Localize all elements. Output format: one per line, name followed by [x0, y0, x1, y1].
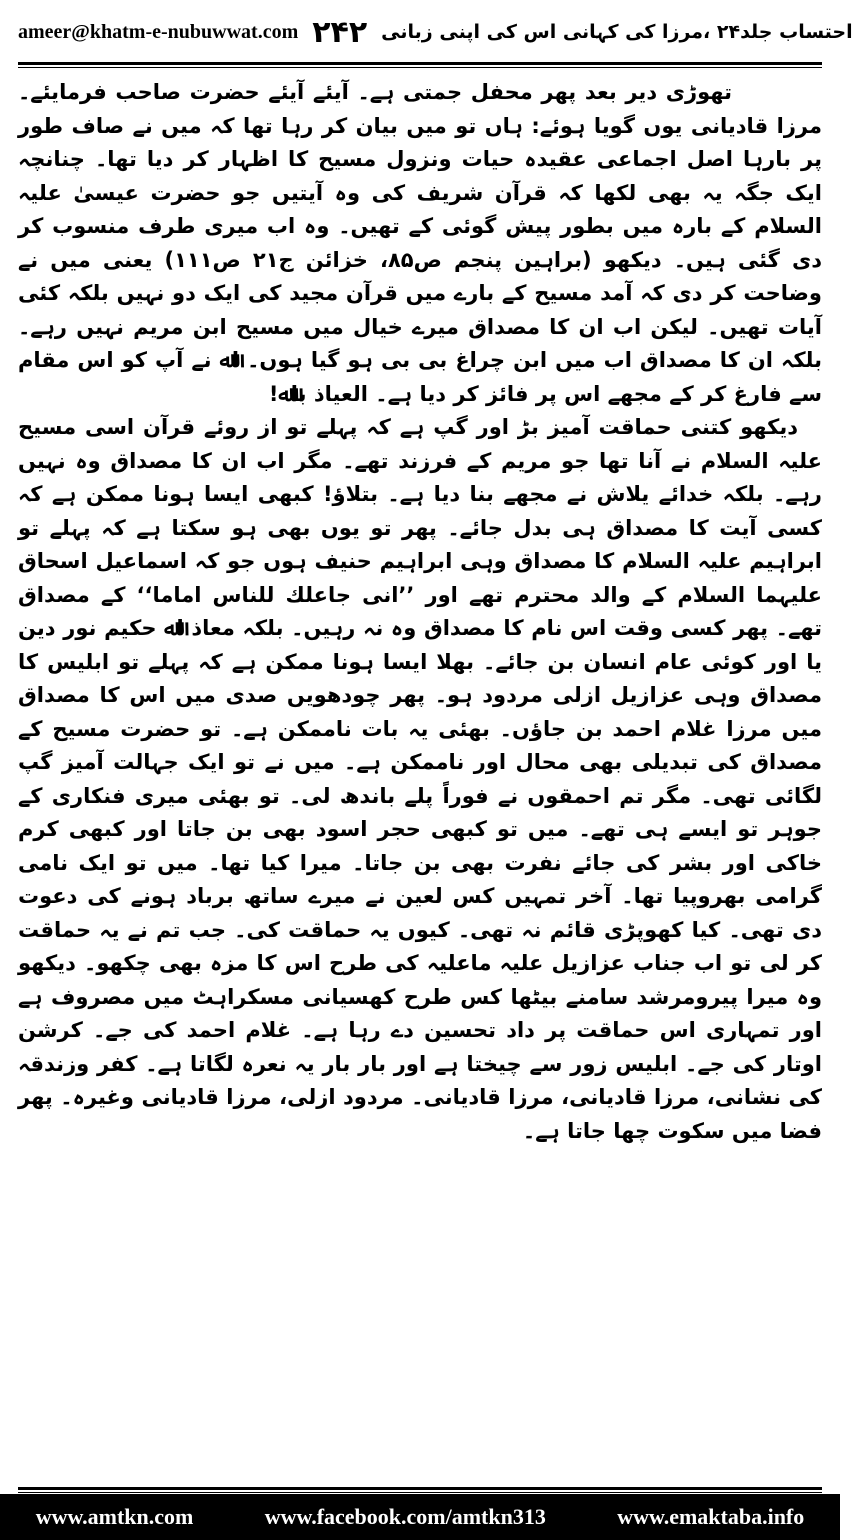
- page-body: [18, 76, 822, 1476]
- footer-link-emaktaba: www.emaktaba.info: [617, 1504, 805, 1529]
- paragraph: دیکھو کتنی حماقت آمیز بڑ اور گپ ہے کہ پہلے تو از روئے قرآن اسی مسیح علیہ السلام نے آنا تھا جو مریم کے فرزند تھے۔ مگر اب ان کا مصداق وہ نہیں رہے۔ بلکہ خدائے یلاش نے مجھے بنا دیا ہے۔ بتلاؤ! کبھی ایسا ہونا ممکن ہے کہ کسی آیت کا مصداق ہی بدل جائے۔ پھر تو یوں بھی ہو سکتا ہے کہ پہلے تو ابراہیم علیہ السلام کا مصداق وہی ابراہیم حنیف ہوں جو کہ اسماعیل اسحاق علیہما السلام کے والد محترم تھے اور ’’انی جاعلك للناس اماما‘‘ کے مصداق تھے۔ پھر کسی وقت اس نام کا مصداق وہ نہ رہیں۔ بلکہ معاذ اﷲ حکیم نور دین یا اور کوئی عام انسان بن جائے۔ بھلا ایسا ہونا ممکن ہے کہ پہلے تو ابلیس کا مصداق وہی عزازیل ازلی مردود ہو۔ پھر چودھویں صدی میں اس کا مصداق میں مرزا غلام احمد بن جاؤں۔ بھئی یہ بات ناممکن ہے۔ تو حضرت مسیح کے مصداق کی تبدیلی بھی محال اور ناممکن ہے۔ میں نے تو ایک جہالت آمیز گپ لگائی تھی۔ مگر تم احمقوں نے فوراً پلے باندھ لی۔ تو بھئی میری فنکاری کے جوہر تو ایسے ہی تھے۔ میں تو کبھی حجر اسود بھی بن جاتا اور کبھی کرم خاکی اور بشر کی جائے نفرت بھی بن جاتا۔ میرا کیا تھا۔ میں تو ایک نامی گرامی بھروپیا تھا۔ آخر تمہیں کس لعین نے میرے ساتھ برباد ہونے کی دعوت دی تھی۔ کیا کھوپڑی قائم نہ تھی۔ کیوں یہ حماقت کی۔ جب تم نے یہ حماقت کر لی تو اب جناب عزازیل علیہ ماعلیہ کی طرح اس کا مزہ بھی چکھو۔ دیکھو وہ میرا پیرومرشد سامنے بیٹھا کس طرح کھسیانی مسکراہٹ میں مصروف ہے اور تمہاری اس حماقت پر داد تحسین دے رہا ہے۔ غلام احمد کی جے۔ کرشن اوتار کی جے۔ ابلیس زور سے چیختا ہے اور بار بار یہ نعرہ لگاتا ہے۔ کفر وزندقہ کی نشانی، مرزا قادیانی، مرزا قادیانی۔ مردود ازلی، مرزا قادیانی وغیرہ۔ پھر فضا میں سکوت چھا جاتا ہے۔: [18, 415, 822, 1143]
- footer-link-amtkn: www.amtkn.com: [35, 1504, 194, 1529]
- running-title: احتساب جلد۲۴ ،مرزا کی کہانی اس کی اپنی زبانی: [381, 21, 853, 43]
- header-divider-thin: [18, 67, 822, 68]
- email-address: ameer@khatm-e-nubuwwat.com: [18, 20, 299, 43]
- page-footer: [0, 1494, 840, 1540]
- footer-link-facebook: www.facebook.com/amtkn313: [264, 1504, 546, 1529]
- header-divider: [18, 62, 822, 65]
- footer-divider-thin: [18, 1492, 822, 1493]
- page-header: [18, 8, 853, 56]
- paragraph: تھوڑی دیر بعد پھر محفل جمتی ہے۔ آیئے آیئے حضرت صاحب فرمایئے۔ مرزا قادیانی یوں گویا ہوئے: ہاں تو میں بیان کر رہا تھا کہ میں نے صاف طور پر بارہا اصل اجماعی عقیدہ حیات ونزول مسیح کا اظہار کر دیا تھا۔ چنانچہ ایک جگہ یہ بھی لکھا کہ قرآن شریف کی وہ آیتیں جو حضرت عیسیٰ علیہ السلام کے بارہ میں بطور پیش گوئی کے تھیں۔ وہ اب میری طرف منسوب کر دی گئی ہیں۔ دیکھو (براہین پنجم ص۸۵، خزائن ج۲۱ ص۱۱۱) یعنی میں نے وضاحت کر دی کہ آمد مسیح کے بارے میں قرآن مجید کی ایک دو نہیں بلکہ کئی آیات تھیں۔ لیکن اب ان کا مصداق میرے خیال میں مسیح ابن مریم نہیں رہے۔ بلکہ ان کا مصداق اب میں ابن چراغ بی بی ہو گیا ہوں۔ اﷲ نے آپ کو اس مقام سے فارغ کر کے مجھے اس پر فائز کر دیا ہے۔ العیاذ باﷲ!: [18, 80, 823, 406]
- footer-divider: [18, 1487, 822, 1490]
- page-number: ۲۴۲: [312, 14, 368, 50]
